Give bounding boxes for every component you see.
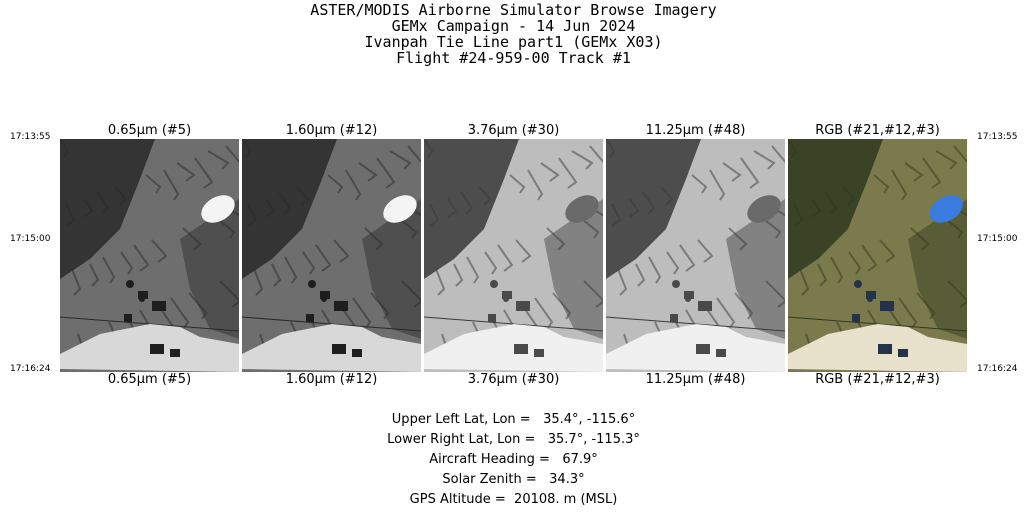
panel-label-bottom-5: RGB (#21,#12,#3) [815,372,940,387]
time-start-right: 17:13:55 [977,132,1018,142]
panel-label-top-1: 0.65μm (#5) [107,123,192,138]
title-line-2: GEMx Campaign - 14 Jun 2024 [391,17,636,35]
image-panel-065um [60,139,239,372]
image-panel-376um [424,139,603,372]
panel-label-bottom-3: 3.76μm (#30) [467,372,560,387]
title-line-1: ASTER/MODIS Airborne Simulator Browse Imagery [310,1,717,19]
aircraft-heading: Aircraft Heading = 67.9° [429,452,598,467]
image-panel-160um [242,139,421,372]
lower-right-lat-lon: Lower Right Lat, Lon = 35.7°, -115.3° [387,432,640,447]
title-line-3: Ivanpah Tie Line part1 (GEMx X03) [364,33,663,51]
solar-zenith: Solar Zenith = 34.3° [442,472,585,487]
upper-left-lat-lon: Upper Left Lat, Lon = 35.4°, -115.6° [391,412,636,427]
time-end-left: 17:16:24 [10,364,51,374]
panel-label-bottom-2: 1.60μm (#12) [285,372,378,387]
panel-label-bottom-4: 11.25μm (#48) [645,372,746,387]
time-start-left: 17:13:55 [10,132,51,142]
flight-info-block [0,410,1027,510]
image-panel-rgb [788,139,967,372]
time-end-right: 17:16:24 [977,364,1018,374]
panel-label-bottom-1: 0.65μm (#5) [107,372,192,387]
title-line-4: Flight #24-959-00 Track #1 [396,49,631,67]
title-block [0,2,1027,66]
panel-label-top-5: RGB (#21,#12,#3) [815,123,940,138]
panel-label-top-4: 11.25μm (#48) [645,123,746,138]
panel-label-top-3: 3.76μm (#30) [467,123,560,138]
time-mid-right: 17:15:00 [977,234,1018,244]
image-panel-1125um [606,139,785,372]
time-mid-left: 17:15:00 [10,234,51,244]
panel-label-top-2: 1.60μm (#12) [285,123,378,138]
gps-altitude: GPS Altitude = 20108. m (MSL) [409,492,618,507]
